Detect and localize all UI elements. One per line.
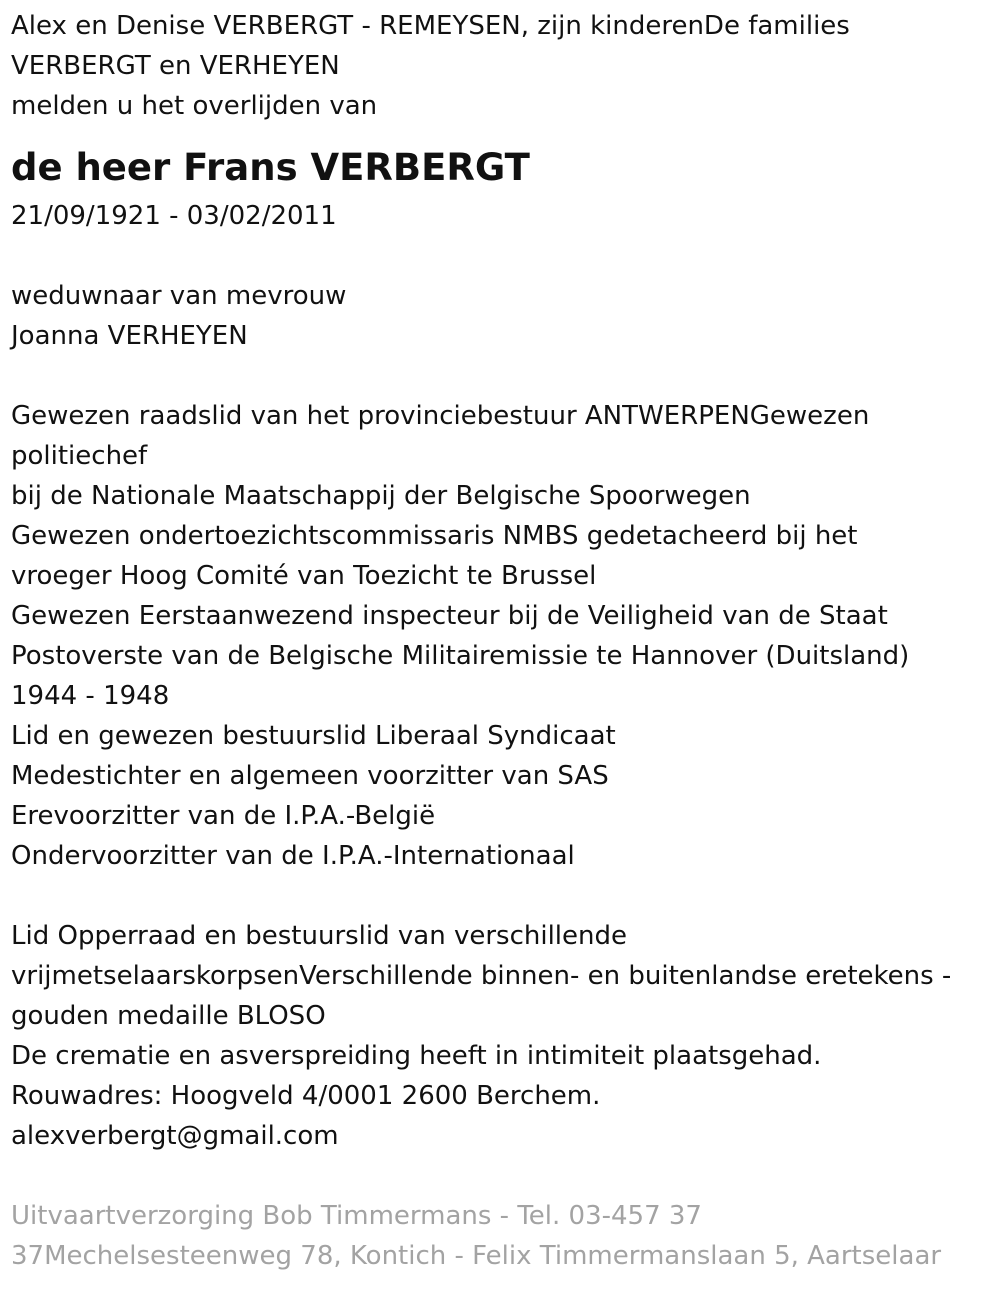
life-dates: 21/09/1921 - 03/02/2011	[11, 201, 337, 231]
footer-line: Uitvaartverzorging Bob Timmermans - Tel. 03-457 37	[11, 1201, 702, 1231]
spouse-line: Joanna VERHEYEN	[11, 321, 248, 351]
career-line: Gewezen Eerstaanwezend inspecteur bij de Veiligheid van de Staat	[11, 601, 888, 631]
career-line: politiechef	[11, 441, 148, 471]
spacer	[11, 876, 990, 916]
career-line: Ondervoorzitter van de I.P.A.-Internationaal	[11, 841, 575, 871]
closing-line: Lid Opperraad en bestuurslid van verschillende	[11, 921, 627, 951]
career-line: Erevoorzitter van de I.P.A.-België	[11, 801, 436, 831]
contact-email: alexverbergt@gmail.com	[11, 1121, 339, 1151]
closing-line: vrijmetselaarskorpsenVerschillende binnen- en buitenlandse eretekens -	[11, 961, 952, 991]
intro-line: VERBERGT en VERHEYEN	[11, 51, 340, 81]
career-line: vroeger Hoog Comité van Toezicht te Brussel	[11, 561, 597, 591]
footer-line: 37Mechelsesteenweg 78, Kontich - Felix Timmermanslaan 5, Aartselaar	[11, 1241, 942, 1271]
career-line: bij de Nationale Maatschappij der Belgische Spoorwegen	[11, 481, 751, 511]
career-line: Gewezen ondertoezichtscommissaris NMBS gedetacheerd bij het	[11, 521, 858, 551]
closing-block	[11, 916, 990, 1156]
funeral-home-footer	[11, 1196, 990, 1276]
spacer	[11, 356, 990, 396]
career-line: 1944 - 1948	[11, 681, 170, 711]
career-line: Medestichter en algemeen voorzitter van SAS	[11, 761, 609, 791]
career-line: Lid en gewezen bestuurslid Liberaal Syndicaat	[11, 721, 616, 751]
spouse-line: weduwnaar van mevrouw	[11, 281, 347, 311]
deceased-name: de heer Frans VERBERGT	[11, 146, 530, 189]
mourning-address: Rouwadres: Hoogveld 4/0001 2600 Berchem.	[11, 1081, 601, 1111]
career-block	[11, 396, 990, 876]
spacer	[11, 236, 990, 276]
closing-line: De crematie en asverspreiding heeft in intimiteit plaatsgehad.	[11, 1041, 822, 1071]
intro-line: melden u het overlijden van	[11, 91, 378, 121]
spacer	[11, 1156, 990, 1196]
spouse-block	[11, 276, 990, 356]
intro-block	[11, 6, 990, 126]
closing-line: gouden medaille BLOSO	[11, 1001, 326, 1031]
career-line: Postoverste van de Belgische Militairemissie te Hannover (Duitsland)	[11, 641, 910, 671]
intro-line: Alex en Denise VERBERGT - REMEYSEN, zijn kinderenDe families	[11, 11, 850, 41]
career-line: Gewezen raadslid van het provinciebestuur ANTWERPENGewezen	[11, 401, 870, 431]
